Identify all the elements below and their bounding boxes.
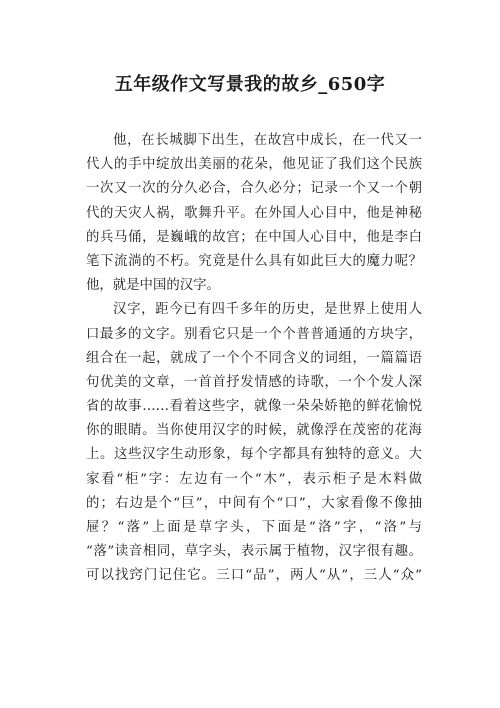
text-line: 一次又一次的分久必合，合久必分；记录一个又一个朝 — [86, 181, 422, 197]
text-line: 屉？“落”上面是草字头，下面是“洛”字，“洛”与 — [86, 520, 422, 535]
document-title: 五年级作文写景我的故乡_650字 — [114, 74, 386, 95]
text-line: 笔下流淌的不朽。究竟是什么具有如此巨大的魔力呢？ — [86, 253, 422, 269]
text-line: 句优美的文章，一首首抒发情感的诗歌，一个个发人深 — [86, 374, 422, 390]
text-line: 上。这些汉字生动形象，每个字都具有独特的意义。大 — [86, 447, 422, 463]
text-line: 他，在长城脚下出生，在故宫中成长，在一代又一 — [113, 133, 422, 148]
text-line: 代人的手中绽放出美丽的花朵，他见证了我们这个民族 — [86, 157, 422, 173]
text-line: 他，就是中国的汉字。 — [86, 278, 220, 294]
text-line: “落”读音相同，草字头，表示属于植物，汉字很有趣。 — [86, 544, 422, 560]
text-line: 可以找窍门记住它。三口“品”，两人“从”，三人“众” — [86, 568, 422, 584]
text-line: 省的故事……看着这些字，就像一朵朵娇艳的鲜花愉悦 — [86, 399, 422, 415]
text-line: 的；右边是个“巨”，中间有个“口”，大家看像不像抽 — [86, 495, 422, 511]
text-line: 汉字，距今已有四千多年的历史，是世界上使用人 — [113, 302, 422, 318]
text-line: 家看“柜”字：左边有一个“木”，表示柜子是木料做 — [86, 471, 422, 487]
text-line: 口最多的文字。别看它只是一个个普普通通的方块字， — [86, 326, 422, 342]
document-body — [86, 129, 422, 589]
text-line: 组合在一起，就成了一个个不同含义的词组，一篇篇语 — [86, 350, 422, 366]
text-line: 的兵马俑，是巍峨的故宫；在中国人心目中，他是李白 — [86, 229, 422, 245]
text-line: 你的眼睛。当你使用汉字的时候，就像浮在茂密的花海 — [86, 423, 422, 439]
text-line: 代的天灾人祸，歌舞升平。在外国人心目中，他是神秘 — [86, 205, 422, 221]
